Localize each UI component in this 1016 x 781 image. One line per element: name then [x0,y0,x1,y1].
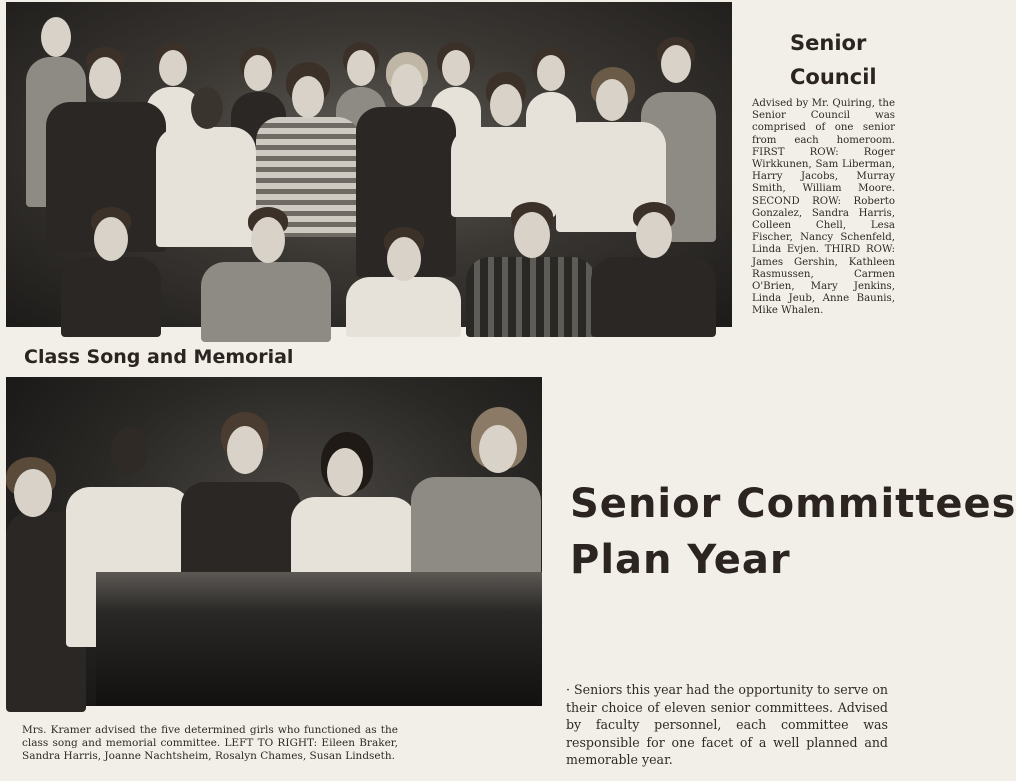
committees-headline-line2: Plan Year [570,537,791,583]
class-song-title: Class Song and Memorial [24,346,294,368]
class-song-caption: Mrs. Kramer advised the five determined girls who functioned as the class song and memorial committee. LEFT TO RIGHT: Eileen Braker, Sandra Harris, Joanne Nachtsheim, Rosalyn Chames, Susan Lindseth. [22,724,398,762]
senior-council-photo [6,2,732,327]
senior-council-title [790,26,877,94]
committees-body: · Seniors this year had the opportunity to serve on their choice of eleven senior committees. Advised by faculty personnel, each committee was responsible for one facet of a well planned and memorable year. [566,682,889,767]
committees-headline-line1: Senior Committees [570,481,1016,527]
class-song-photo [6,377,542,706]
senior-council-caption: Advised by Mr. Quiring, the Senior Council was comprised of one senior from each homeroom. FIRST ROW: Roger Wirkkunen, Sam Liberman, Harry Jacobs, Murray Smith, William Moore. SECOND ROW: Roberto Gonzalez, Sandra Harris, Colleen Chell, Lesa Fischer, Nancy Schenfeld, Linda Evjen. THIRD ROW: James Gershin, Kathleen Rasmussen, Carmen O'Brien, Mary Jenkins, Linda Jeub, Anne Baunis, Mike Whalen. [752,98,895,317]
senior-council-title-line2: Council [790,65,877,89]
committees-headline [570,476,1016,588]
piano [96,572,542,706]
senior-council-title-line1: Senior [790,31,867,55]
